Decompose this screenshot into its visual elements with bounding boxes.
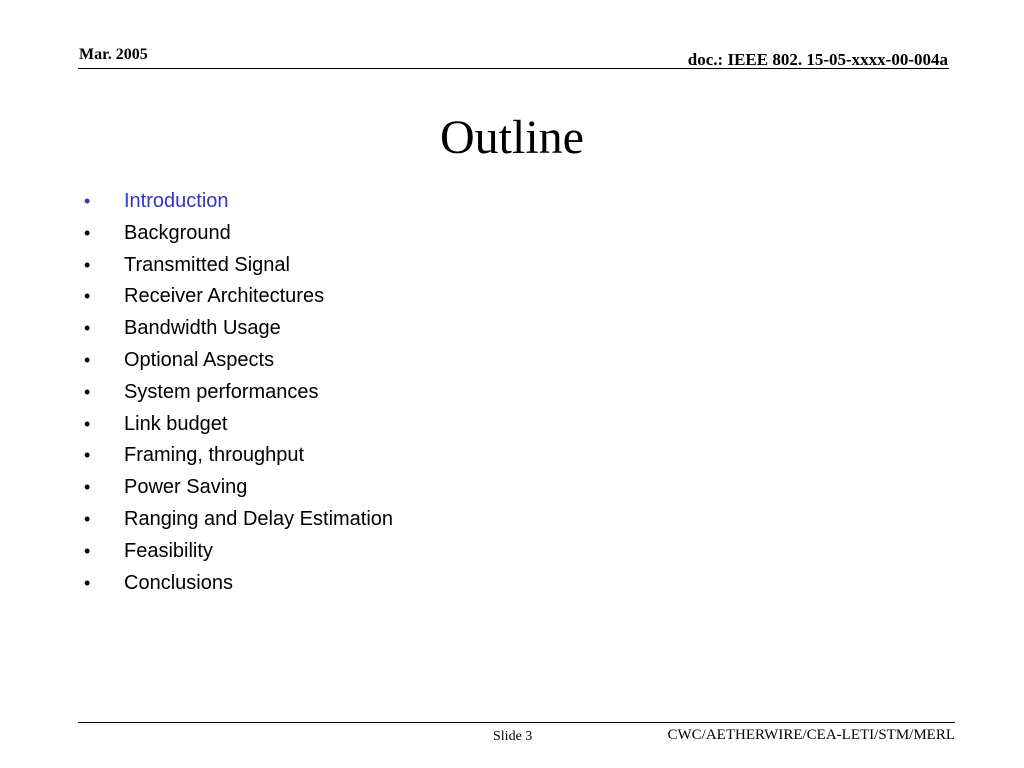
bullet-icon: • [84,381,91,402]
slide-number: Slide 3 [493,729,533,744]
bullet-icon: • [84,445,91,466]
slide-title: Outline [440,111,584,164]
bullet-icon: • [84,318,91,339]
outline-item-label: Feasibility [124,539,213,562]
bullet-icon: • [84,254,91,275]
header-date: Mar. 2005 [79,46,148,63]
outline-item-label: Introduction [124,190,229,212]
bullet-icon: • [84,540,91,561]
outline-item-label: Link budget [124,412,228,435]
bullet-icon: • [84,191,91,211]
header-divider [78,68,949,69]
outline-item-label: System performances [124,380,319,403]
outline-item-label: Framing, throughput [124,444,305,467]
bullet-icon: • [84,413,91,434]
outline-item-label: Ranging and Delay Estimation [124,507,394,530]
outline-item-label: Transmitted Signal [124,253,290,276]
bullet-icon: • [84,508,91,529]
footer-divider [78,722,955,723]
footer-organizations: CWC/AETHERWIRE/CEA-LETI/STM/MERL [667,727,955,743]
bullet-icon: • [84,286,91,307]
bullet-icon: • [84,222,91,243]
header-document-id: doc.: IEEE 802. 15-05-xxxx-00-004a [687,50,948,69]
outline-item-label: Optional Aspects [124,348,275,371]
outline-item-label: Conclusions [124,571,233,594]
outline-item-label: Background [124,221,231,244]
outline-item-label: Receiver Architectures [124,285,325,308]
bullet-icon: • [84,349,91,370]
outline-item-label: Power Saving [124,476,248,499]
bullet-icon: • [84,477,91,498]
bullet-icon: • [84,572,91,593]
outline-item-label: Bandwidth Usage [124,317,281,340]
